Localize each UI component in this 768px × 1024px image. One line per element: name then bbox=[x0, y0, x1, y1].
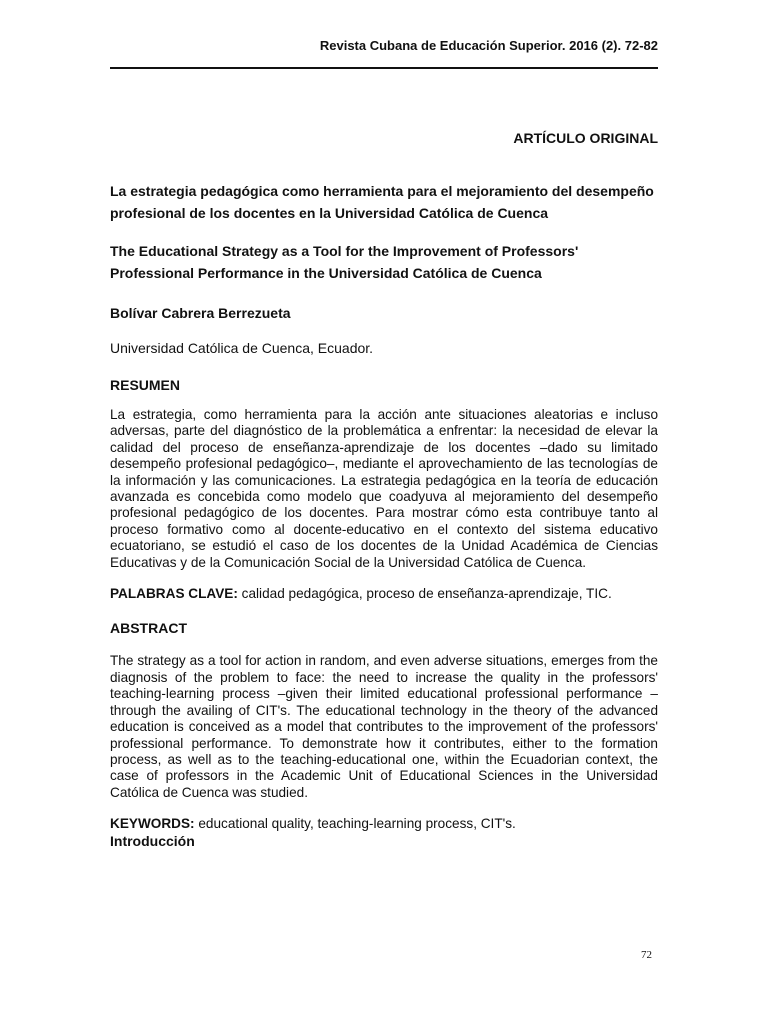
intro-heading: Introducción bbox=[110, 832, 195, 849]
header-divider bbox=[110, 67, 658, 69]
palabras-clave bbox=[110, 586, 658, 602]
author-name: Bolívar Cabrera Berrezueta bbox=[110, 305, 291, 321]
palabras-clave-label: PALABRAS CLAVE: bbox=[110, 586, 238, 602]
page-number: 72 bbox=[641, 949, 652, 961]
author-affiliation: Universidad Católica de Cuenca, Ecuador. bbox=[110, 340, 374, 356]
journal-header: Revista Cubana de Educación Superior. 2016 (2). 72-82 bbox=[319, 38, 658, 53]
resumen-heading: RESUMEN bbox=[110, 377, 181, 393]
title-english: The Educational Strategy as a Tool for the Improvement of Professors' Professional Performance in the Universidad Católica de Cuenca bbox=[110, 243, 579, 281]
abstract-text: The strategy as a tool for action in random, and even adverse situations, emerges from the diagnosis of the problem to face: the need to increase the quality in the professors' teaching-learning process –given their limited educational professional performance –through the availing of CIT's. The educational technology in the theory of the advanced education is conceived as a model that contributes to the improvement of the professors' professional performance. To demonstrate how it contributes, either to the formation process, as well as to the teaching-educational one, within the Ecuadorian context, the case of professors in the Academic Unit of Educational Sciences in the Universidad Católica de Cuenca was studied. bbox=[110, 653, 658, 800]
title-spanish: La estrategia pedagógica como herramienta para el mejoramiento del desempeño profesional de los docentes en la Universidad Católica de Cuenca bbox=[110, 183, 654, 221]
keywords bbox=[110, 816, 658, 832]
keywords-values: educational quality, teaching-learning process, CIT's. bbox=[198, 816, 516, 832]
article-body bbox=[110, 129, 658, 850]
palabras-clave-values: calidad pedagógica, proceso de enseñanza-aprendizaje, TIC. bbox=[241, 586, 612, 602]
resumen-text: La estrategia, como herramienta para la acción ante situaciones aleatorias e incluso adversas, parte del diagnóstico de la problemática a enfrentar: la necesidad de elevar la calidad del proceso de enseñanza-aprendizaje de los docentes –dado su limitado desempeño profesional pedagógico–, mediante el aprovechamiento de las tecnologías de la información y las comunicaciones. La estrategia pedagógica en la teoría de educación avanzada es concebida como modelo que coadyuva al mejoramiento del desempeño profesional pedagógico de los docentes. Para mostrar cómo esta contribuye tanto al proceso formativo como al docente-educativo en el contexto del sistema educativo ecuatoriano, se estudió el caso de los docentes de la Unidad Académica de Ciencias Educativas y de la Comunicación Social de la Universidad Católica de Cuenca. bbox=[110, 407, 658, 570]
abstract-heading: ABSTRACT bbox=[110, 620, 187, 637]
article-type: ARTÍCULO ORIGINAL bbox=[513, 130, 658, 146]
keywords-label: KEYWORDS: bbox=[110, 816, 195, 832]
